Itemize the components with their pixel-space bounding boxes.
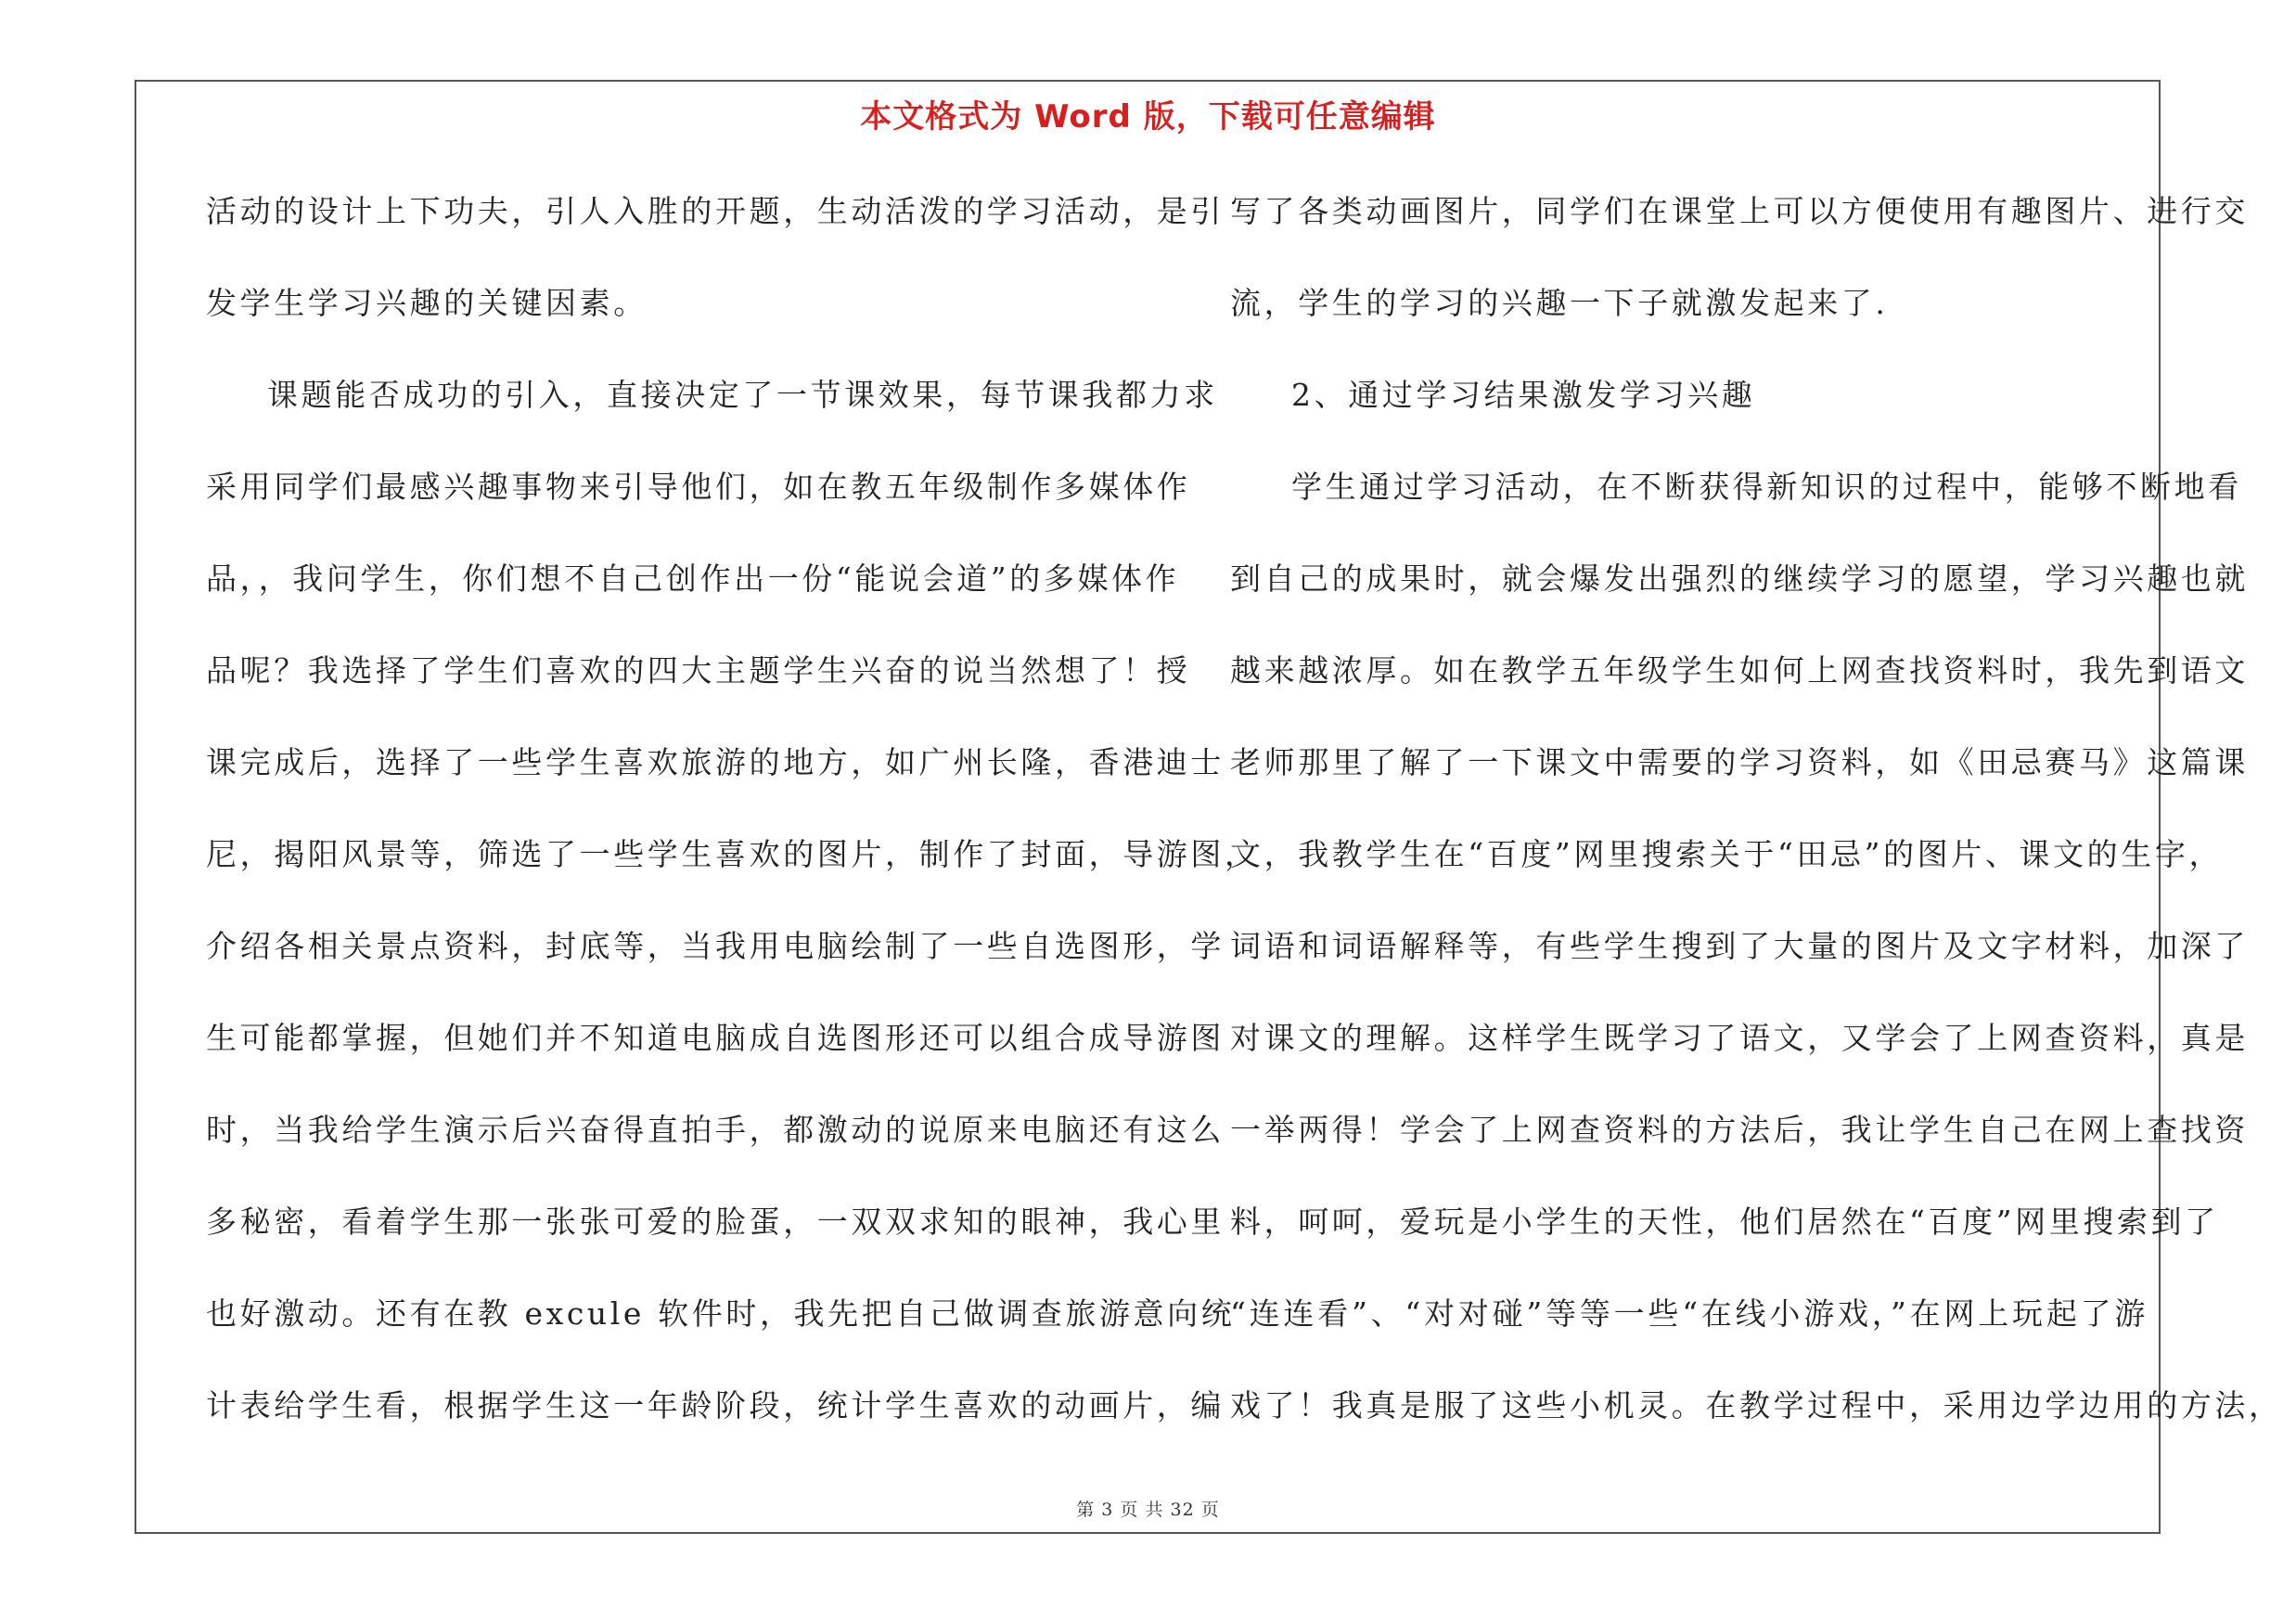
text-line: 戏了！我真是服了这些小机灵。在教学过程中，采用边学边用的方法， [1230, 1387, 2283, 1423]
text-line: 写了各类动画图片，同学们在课堂上可以方便使用有趣图片、进行交 [1230, 193, 2249, 229]
paragraph-start-line: 学生通过学习活动，在不断获得新知识的过程中，能够不断地看 [1291, 469, 2242, 505]
text-line: 计表给学生看，根据学生这一年龄阶段，统计学生喜欢的动画片，编 [206, 1387, 1225, 1423]
text-line: “连连看”、“对对碰”等等一些“在线小游戏，”在网上玩起了游 [1230, 1295, 2148, 1332]
text-line: 也好激动。还有在教 excule 软件时，我先把自己做调查旅游意向统 [206, 1295, 1236, 1332]
text-line: 品呢？我选择了学生们喜欢的四大主题学生兴奋的说当然想了！授 [206, 652, 1191, 689]
text-line: 一举两得！学会了上网查资料的方法后，我让学生自己在网上查找资 [1230, 1112, 2249, 1148]
text-line: 课完成后，选择了一些学生喜欢旅游的地方，如广州长隆，香港迪士 [206, 744, 1225, 780]
text-line: 到自己的成果时，就会爆发出强烈的继续学习的愿望，学习兴趣也就 [1230, 560, 2249, 597]
page-number-footer: 第 3 页 共 32 页 [1076, 1500, 1220, 1520]
text-line: 介绍各相关景点资料，封底等，当我用电脑绘制了一些自选图形，学 [206, 928, 1225, 964]
paragraph-start-line: 课题能否成功的引入，直接决定了一节课效果，每节课我都力求 [267, 377, 1218, 413]
text-line: 老师那里了解了一下课文中需要的学习资料，如《田忌赛马》这篇课 [1230, 744, 2249, 780]
document-header-banner: 本文格式为 Word 版，下载可任意编辑 [860, 98, 1436, 135]
text-line: 时，当我给学生演示后兴奋得直拍手，都激动的说原来电脑还有这么 [206, 1112, 1225, 1148]
text-line: 生可能都掌握，但她们并不知道电脑成自选图形还可以组合成导游图 [206, 1020, 1225, 1056]
text-line: 流，学生的学习的兴趣一下子就激发起来了. [1230, 285, 1889, 321]
text-line: 尼，揭阳风景等，筛选了一些学生喜欢的图片，制作了封面，导游图， [206, 836, 1259, 872]
text-line: 多秘密，看着学生那一张张可爱的脸蛋，一双双求知的眼神，我心里 [206, 1204, 1225, 1240]
section-heading: 2、通过学习结果激发学习兴趣 [1291, 377, 1756, 413]
text-line: 采用同学们最感兴趣事物来引导他们，如在教五年级制作多媒体作 [206, 469, 1191, 505]
text-line: 对课文的理解。这样学生既学习了语文，又学会了上网查资料，真是 [1230, 1020, 2249, 1056]
text-line: 品，，我问学生，你们想不自己创作出一份“能说会道”的多媒体作 [206, 560, 1180, 597]
right-text-column [1230, 165, 2283, 1451]
text-line: 活动的设计上下功夫，引人入胜的开题，生动活泼的学习活动，是引 [206, 193, 1225, 229]
left-text-column [206, 165, 1259, 1451]
text-line: 文，我教学生在“百度”网里搜索关于“田忌”的图片、课文的生字， [1230, 836, 2224, 872]
text-line: 越来越浓厚。如在教学五年级学生如何上网查找资料时，我先到语文 [1230, 652, 2249, 689]
text-line: 料，呵呵，爱玩是小学生的天性，他们居然在“百度”网里搜索到了 [1230, 1204, 2219, 1240]
text-line: 词语和词语解释等，有些学生搜到了大量的图片及文字材料，加深了 [1230, 928, 2249, 964]
text-line: 发学生学习兴趣的关键因素。 [206, 285, 648, 321]
